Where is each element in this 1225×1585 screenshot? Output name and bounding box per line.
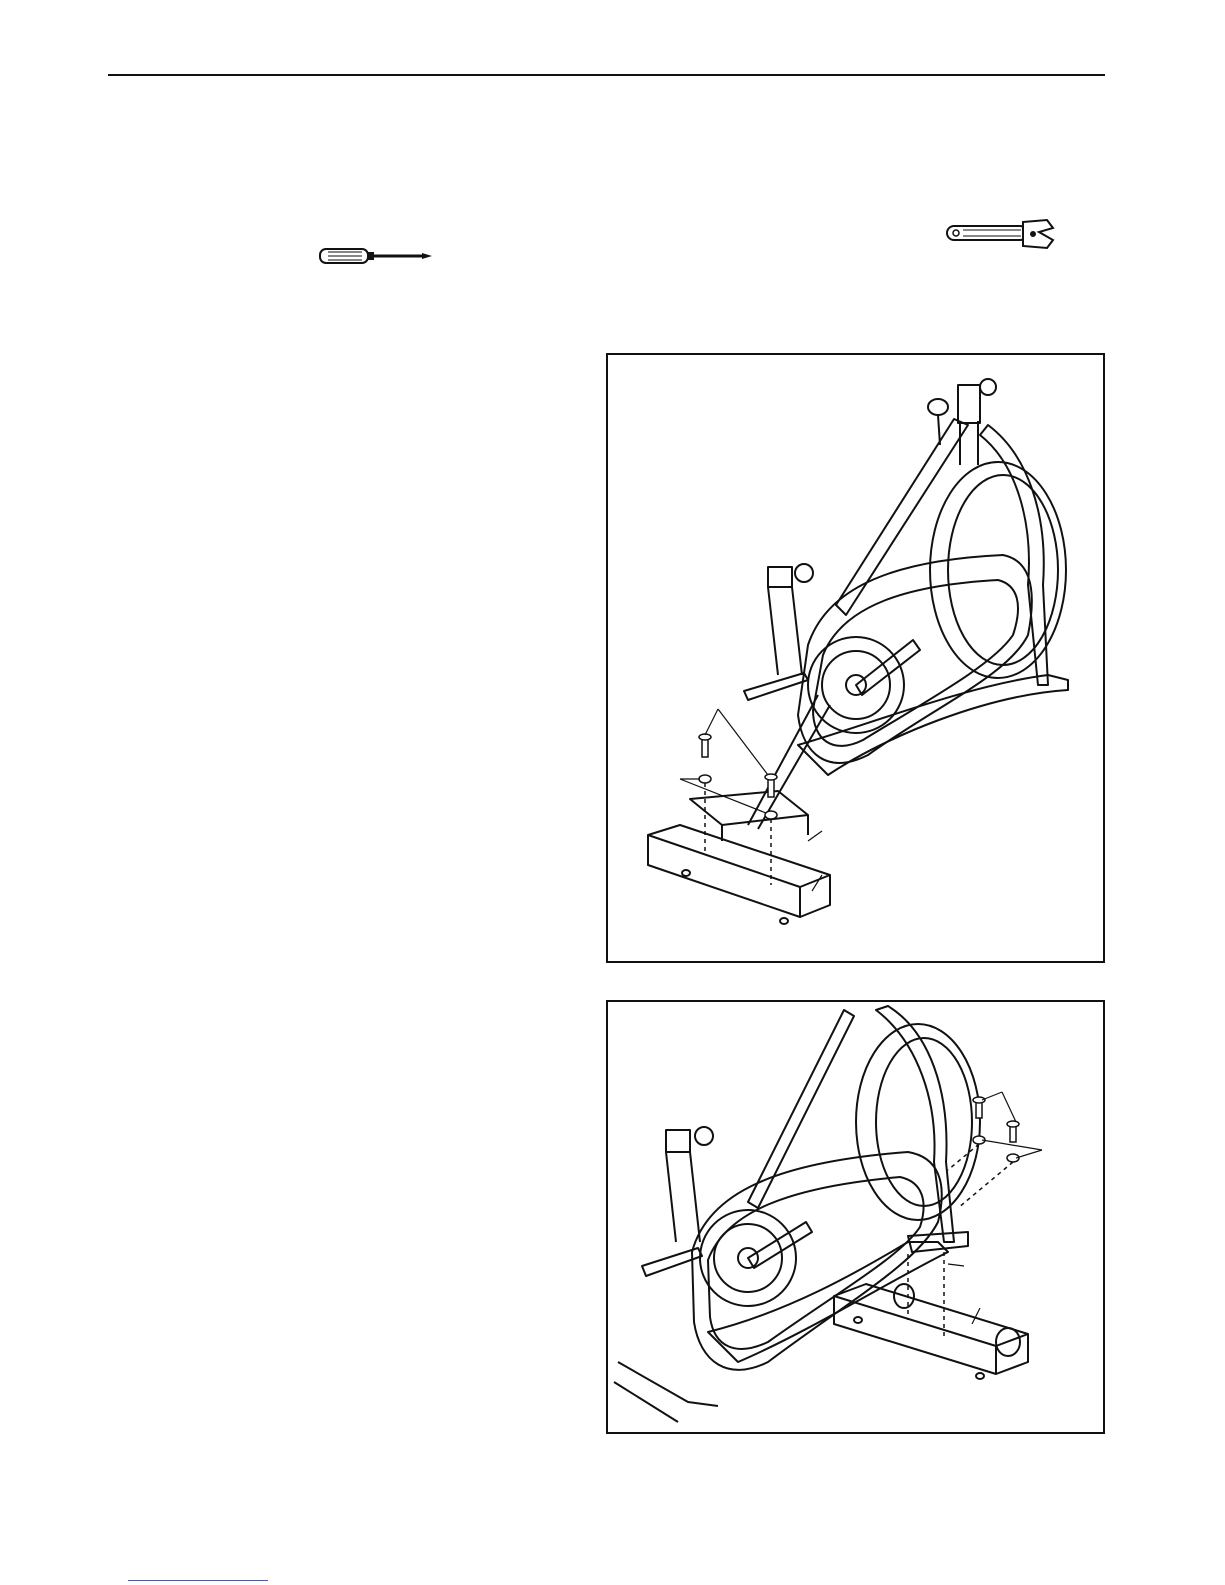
figure-rear-stabilizer [606,1000,1105,1434]
bike-diagram-2 [608,1002,1103,1432]
header-rule [108,74,1105,76]
figure-front-stabilizer [606,353,1105,963]
phillips-screwdriver-icon [318,244,434,268]
adjustable-wrench-icon [943,218,1055,252]
footer-link-underline [128,1580,268,1581]
bike-diagram-1 [608,355,1103,961]
